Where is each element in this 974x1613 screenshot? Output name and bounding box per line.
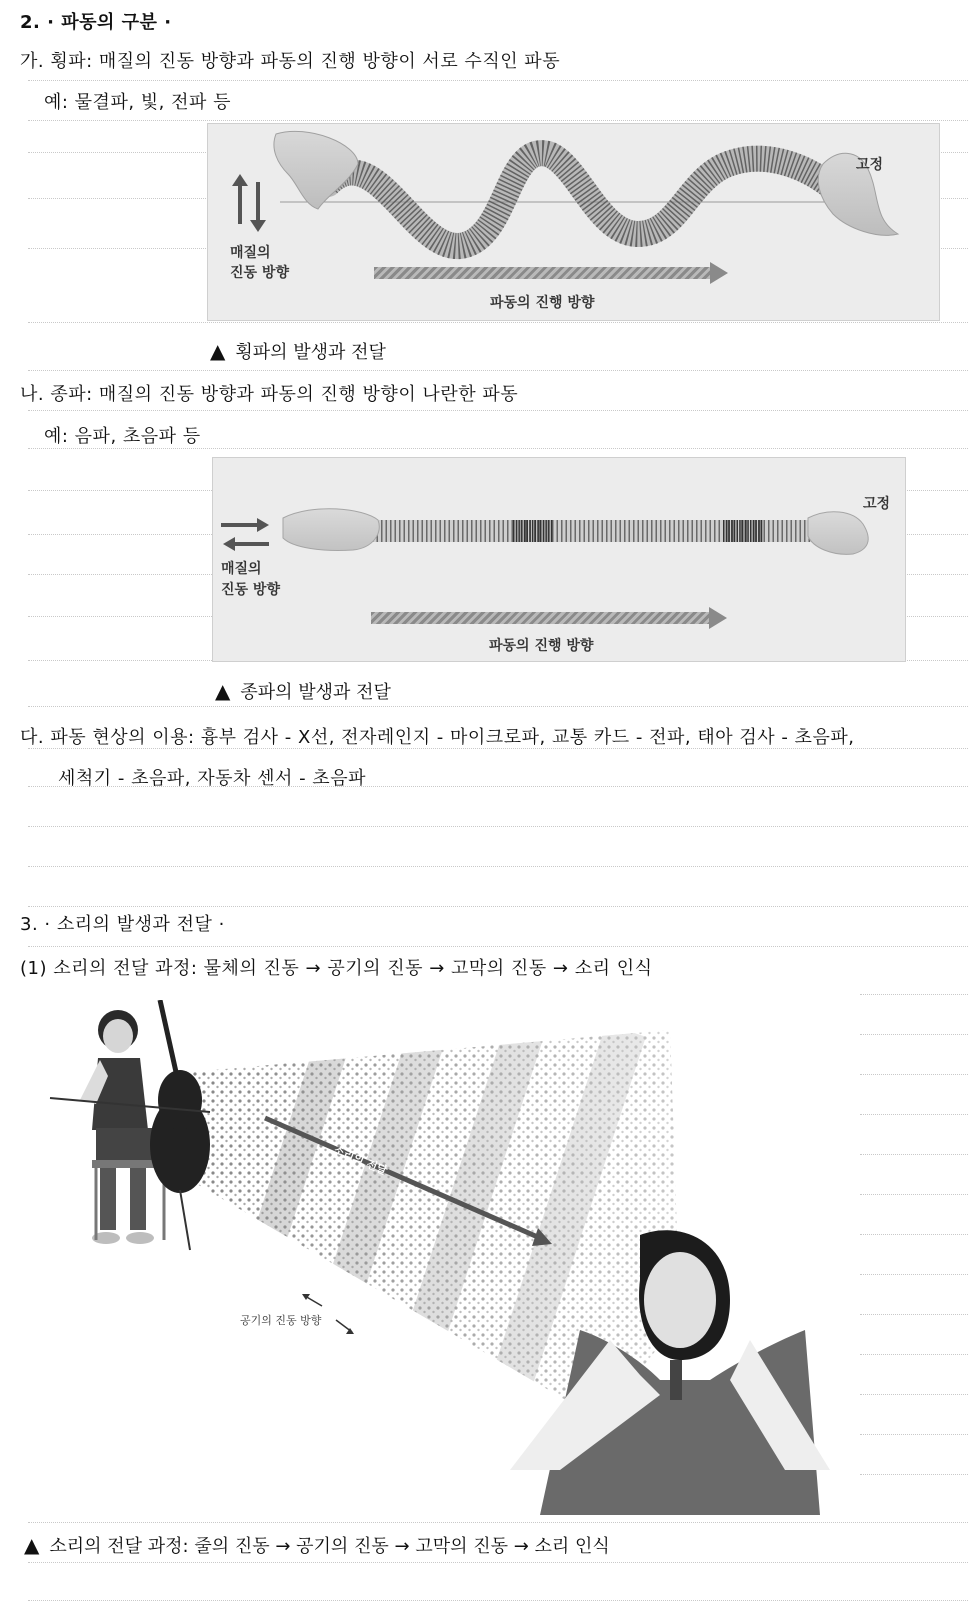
- ruled-line: [28, 370, 968, 371]
- figure-caption: [210, 338, 386, 364]
- triangle-up-icon: ▲: [24, 1533, 40, 1557]
- cellist-figure: [50, 1000, 210, 1250]
- ruled-line: [860, 1034, 968, 1035]
- air-vibration-label: 공기의 진동 방향: [240, 1314, 322, 1327]
- caption-text: 소리의 전달 과정: 줄의 진동 → 공기의 진동 → 고막의 진동 → 소리 인식: [49, 1536, 610, 1557]
- ruled-line: [28, 448, 968, 449]
- arrow-right-icon: [709, 607, 727, 629]
- medium-vibration-label-2: 진동 방향: [221, 582, 280, 598]
- fixed-label: 고정: [856, 157, 884, 173]
- longitudinal-wave-figure: [212, 457, 906, 662]
- transverse-wave-figure: [207, 123, 940, 321]
- wave-applications-line-1: 다. 파동 현상의 이용: 흉부 검사 - X선, 전자레인지 - 마이크로파, 교통 카드 - 전파, 태아 검사 - 초음파,: [20, 727, 855, 748]
- section-heading: 3. · 소리의 발생과 전달 ·: [20, 914, 225, 935]
- triangle-up-icon: ▲: [210, 339, 226, 363]
- ruled-line: [860, 1314, 968, 1315]
- ruled-line: [28, 410, 968, 411]
- ruled-line: [28, 1562, 968, 1563]
- ruled-line: [860, 1194, 968, 1195]
- ruled-line: [860, 994, 968, 995]
- ruled-line: [860, 1074, 968, 1075]
- ruled-line: [28, 826, 968, 827]
- ruled-line: [28, 120, 968, 121]
- ruled-line: [28, 322, 968, 323]
- ruled-line: [860, 1434, 968, 1435]
- sound-transmission-item: (1) 소리의 전달 과정: 물체의 진동 → 공기의 진동 → 고막의 진동 → 소리 인식: [20, 958, 653, 979]
- ruled-line: [28, 1522, 968, 1523]
- transverse-wave-definition: 가. 횡파: 매질의 진동 방향과 파동의 진행 방향이 서로 수직인 파동: [20, 51, 561, 72]
- propagation-arrow: [374, 267, 712, 279]
- ruled-line: [28, 80, 968, 81]
- section-heading: 2. · 파동의 구분 ·: [20, 12, 172, 33]
- arrow-right-icon: [710, 262, 728, 284]
- longitudinal-wave-definition: 나. 종파: 매질의 진동 방향과 파동의 진행 방향이 나란한 파동: [20, 384, 519, 405]
- ruled-line: [860, 1394, 968, 1395]
- propagation-label: 파동의 진행 방향: [489, 638, 594, 654]
- ruled-line: [28, 1600, 968, 1601]
- ruled-line: [860, 1114, 968, 1115]
- medium-vibration-label-2: 진동 방향: [230, 265, 289, 281]
- longitudinal-wave-examples: 예: 음파, 초음파 등: [44, 426, 201, 447]
- sound-transmission-label: 소리의 전달: [331, 1143, 390, 1178]
- ruled-line: [860, 1354, 968, 1355]
- wave-applications-line-2: 세척기 - 초음파, 자동차 센서 - 초음파: [58, 768, 366, 789]
- ruled-line: [860, 1154, 968, 1155]
- sound-propagation-illustration: [40, 1000, 860, 1515]
- ruled-line: [28, 706, 968, 707]
- triangle-up-icon: ▲: [215, 679, 231, 703]
- sound-propagation-figure: [40, 1000, 860, 1515]
- transverse-wave-examples: 예: 물결파, 빛, 전파 등: [44, 92, 231, 113]
- transverse-wave-illustration: [208, 124, 939, 320]
- longitudinal-wave-illustration: [213, 458, 905, 661]
- ruled-line: [860, 1474, 968, 1475]
- caption-text: 횡파의 발생과 전달: [235, 342, 386, 363]
- propagation-arrow: [371, 612, 711, 624]
- propagation-label: 파동의 진행 방향: [490, 295, 595, 311]
- ruled-line: [28, 946, 968, 947]
- ruled-line: [860, 1234, 968, 1235]
- medium-vibration-label-1: 매질의: [221, 561, 262, 577]
- figure-caption: [24, 1532, 610, 1558]
- medium-vibration-label-1: 매질의: [230, 245, 271, 261]
- ruled-line: [28, 866, 968, 867]
- caption-text: 종파의 발생과 전달: [240, 682, 391, 703]
- ruled-line: [860, 1274, 968, 1275]
- figure-caption: [215, 678, 391, 704]
- fixed-label: 고정: [863, 496, 891, 512]
- ruled-line: [28, 906, 968, 907]
